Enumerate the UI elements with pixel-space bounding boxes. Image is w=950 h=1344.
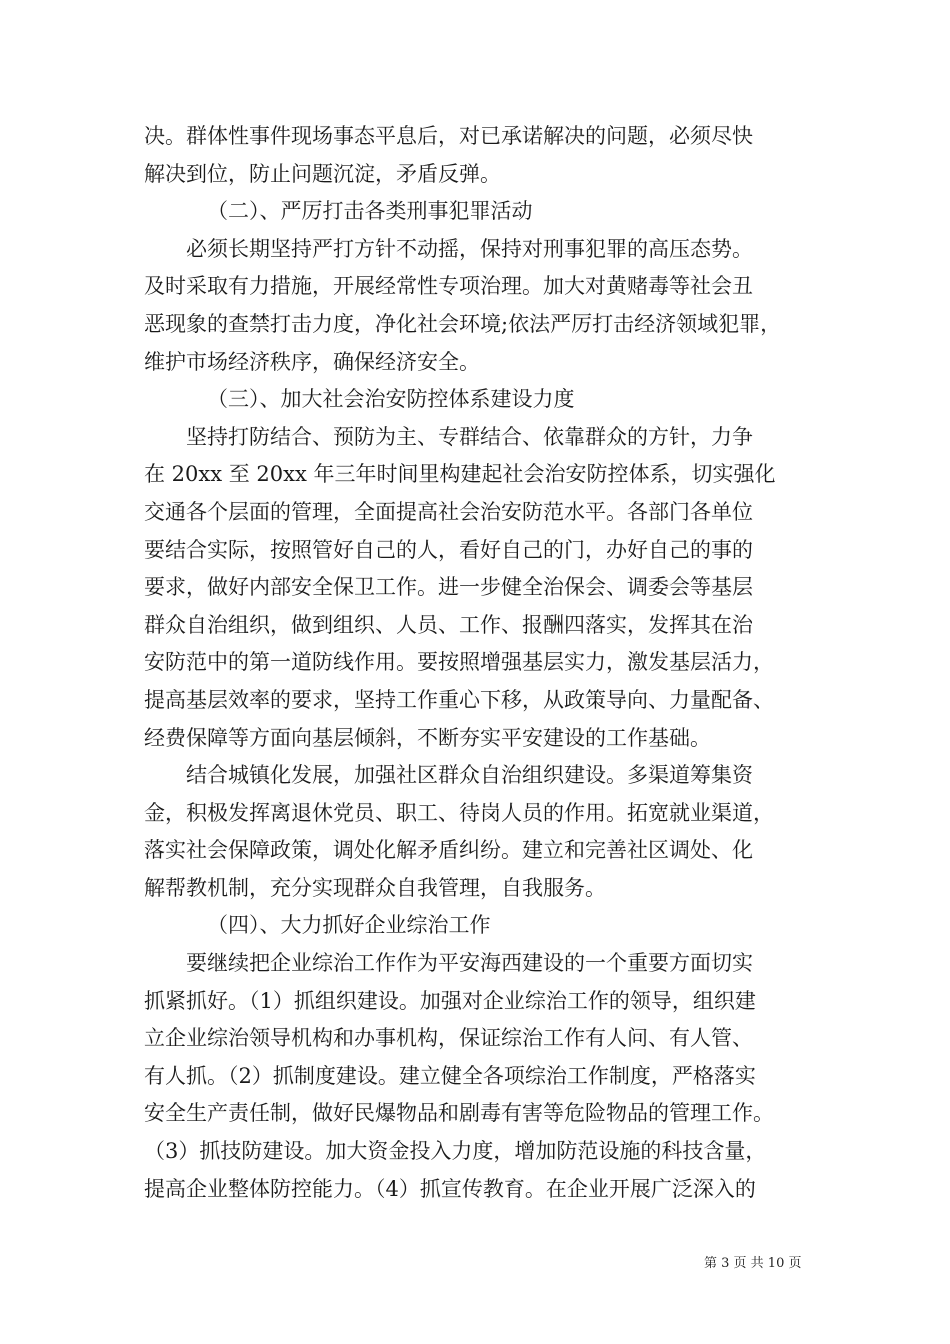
text-line: 要结合实际，按照管好自己的人，看好自己的门，办好自己的事的 bbox=[144, 537, 753, 562]
text-line: 决。群体性事件现场事态平息后，对已承诺解决的问题，必须尽快 bbox=[144, 124, 753, 148]
text-line: 立企业综治领导机构和办事机构，保证综治工作有人问、有人管、 bbox=[144, 1026, 753, 1051]
section-heading: （二）、严厉打击各类刑事犯罪活动 bbox=[207, 199, 533, 224]
text-line: 有人抓。（2）抓制度建设。建立健全各项综治工作制度，严格落实 bbox=[144, 1063, 756, 1088]
text-line: 安全生产责任制，做好民爆物品和剧毒有害等危险物品的管理工作。 bbox=[144, 1101, 774, 1126]
text-line: 金，积极发挥离退休党员、职工、待岗人员的作用。拓宽就业渠道， bbox=[144, 800, 774, 825]
document-body bbox=[144, 118, 812, 1208]
text-line: 要求，做好内部安全保卫工作。进一步健全治保会、调委会等基层 bbox=[144, 575, 753, 600]
text-line: 及时采取有力措施，开展经常性专项治理。加大对黄赌毒等社会丑 bbox=[144, 274, 753, 299]
section-heading: （四）、大力抓好企业综治工作 bbox=[207, 913, 491, 938]
text-line: 经费保障等方面向基层倾斜，不断夯实平安建设的工作基础。 bbox=[144, 725, 711, 750]
text-line: 抓紧抓好。（1）抓组织建设。加强对企业综治工作的领导，组织建 bbox=[144, 988, 756, 1013]
text-line: 恶现象的查禁打击力度，净化社会环境;依法严厉打击经济领域犯罪， bbox=[144, 311, 782, 336]
text-line: 提高企业整体防控能力。（4）抓宣传教育。在企业开展广泛深入的 bbox=[144, 1176, 756, 1201]
text-line: 安防范中的第一道防线作用。要按照增强基层实力，激发基层活力， bbox=[144, 650, 774, 675]
paragraph-first-line: 必须长期坚持严打方针不动摇，保持对刑事犯罪的高压态势。 bbox=[186, 236, 753, 261]
text-line: 交通各个层面的管理，全面提高社会治安防范水平。各部门各单位 bbox=[144, 499, 753, 524]
text-line: 落实社会保障政策，调处化解矛盾纠纷。建立和完善社区调处、化 bbox=[144, 838, 753, 863]
text-line: 群众自治组织，做到组织、人员、工作、报酬四落实，发挥其在治 bbox=[144, 612, 753, 637]
paragraph-first-line: 坚持打防结合、预防为主、专群结合、依靠群众的方针，力争 bbox=[186, 424, 753, 449]
page-number: 第 3 页 共 10 页 bbox=[704, 1256, 802, 1271]
paragraph-first-line: 结合城镇化发展，加强社区群众自治组织建设。多渠道筹集资 bbox=[186, 763, 753, 788]
text-line: 在 20xx 至 20xx 年三年时间里构建起社会治安防控体系，切实强化 bbox=[144, 462, 776, 487]
text-line: 解决到位，防止问题沉淀，矛盾反弹。 bbox=[144, 161, 501, 186]
paragraph-first-line: 要继续把企业综治工作作为平安海西建设的一个重要方面切实 bbox=[186, 951, 753, 976]
section-heading: （三）、加大社会治安防控体系建设力度 bbox=[207, 387, 575, 412]
text-line: 提高基层效率的要求，坚持工作重心下移，从政策导向、力量配备、 bbox=[144, 687, 774, 712]
text-line: （3）抓技防建设。加大资金投入力度，增加防范设施的科技含量， bbox=[144, 1139, 767, 1164]
text-line: 维护市场经济秩序，确保经济安全。 bbox=[144, 349, 480, 374]
text-line: 解帮教机制，充分实现群众自我管理，自我服务。 bbox=[144, 875, 606, 900]
